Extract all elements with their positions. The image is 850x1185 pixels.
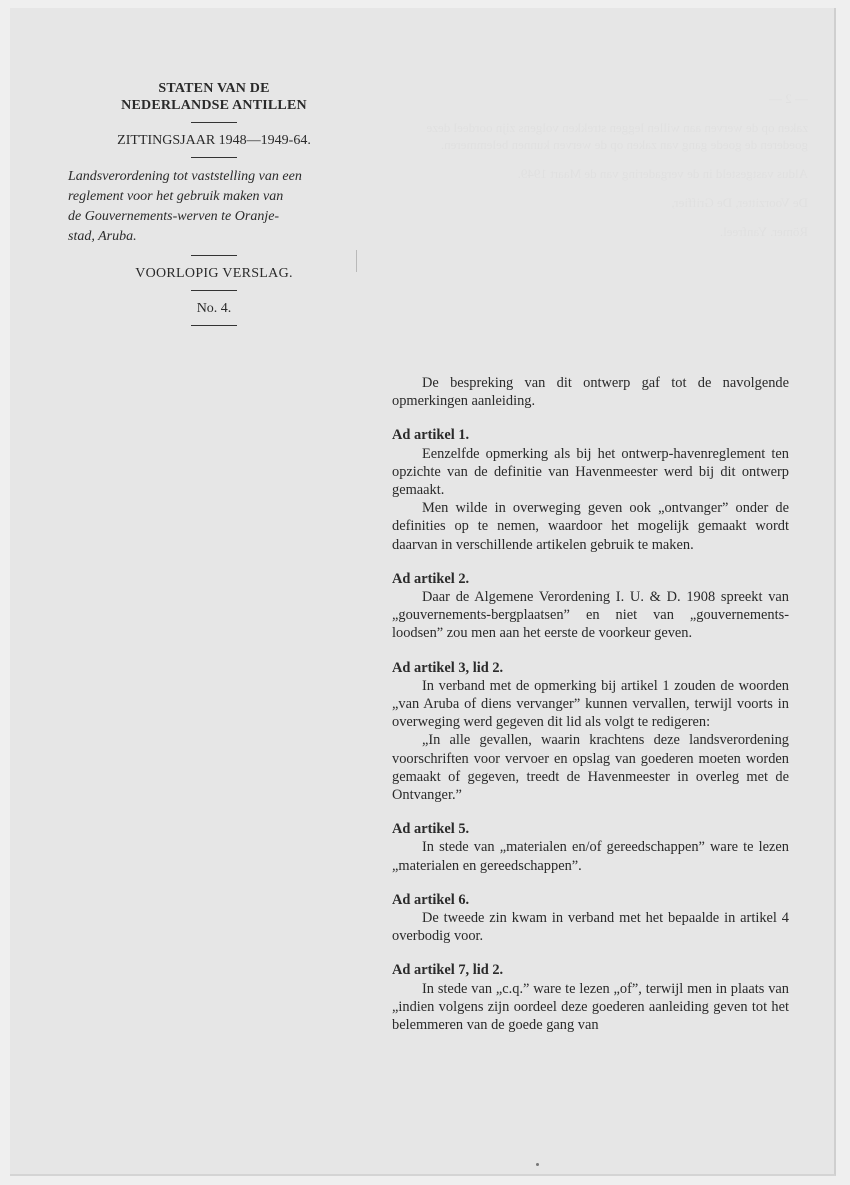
divider [191,325,237,326]
document-number: No. 4. [196,301,232,316]
section-heading: Ad artikel 3, lid 2. [392,659,504,676]
document-header [64,80,364,335]
section-paragraph: Daar de Algemene Verordening I. U. & D. 1908 spreekt van „gouvernements-bergplaatsen” en niet van „gouvernements-loodsen” zou men aan het eerste de voorkeur geven. [392,589,789,642]
intro-paragraph: De bespreking van dit ontwerp gaf tot de navolgende opmerkingen aanleiding. [392,375,789,410]
section-paragraph: Eenzelfde opmerking als bij het ontwerp-havenreglement ten opzichte van de definitie van Havenmeester werd bij dit ontwerp gemaakt. [392,445,789,499]
subject-line: reglement voor het gebruik maken van [68,189,284,204]
page-speck [536,1163,539,1166]
bleed-through-text: — 2 — zaken op de werven aan willen leggen strekken volgens zijn oordeel deze goederen de goede gang van zaken op de werven kunnen belemmeren. Aldus vastgesteld in de vergadering van de Maart 1949. De Voorzitter, De Griffier, Römer. Yanfreel. [426,91,808,239]
session-year: ZITTINGSJAAR 1948—1949-64. [117,133,311,148]
divider [191,122,237,123]
divider [191,290,237,291]
ordinance-subject [64,167,364,247]
section-heading: Ad artikel 7, lid 2. [392,962,504,979]
section-heading: Ad artikel 6. [392,891,470,908]
section-paragraph: In stede van „materialen en/of gereedschappen” ware te lezen „materialen en gereedschappen”. [392,839,789,874]
document-page [10,8,836,1176]
org-name-line-2: NEDERLANDSE ANTILLEN [121,98,307,113]
section-paragraph: Men wilde in overweging geven ook „ontvanger” onder de definities op te nemen, waardoor het mogelijk gemaakt wordt daarvan in verschillende artikelen gebruik te maken. [392,500,789,553]
divider [191,255,237,256]
subject-line: de Gouvernements-werven te Oranje- [68,209,280,224]
section-heading: Ad artikel 1. [392,427,470,444]
divider [191,157,237,158]
margin-mark [356,250,357,272]
subject-line: stad, Aruba. [68,229,137,244]
subject-line: Landsverordening tot vaststelling van een [68,169,302,184]
section-paragraph: De tweede zin kwam in verband met het bepaalde in artikel 4 overbodig voor. [392,910,789,945]
section-paragraph: In stede van „c.q.” ware te lezen „of”, terwijl men in plaats van „indien volgens zijn oordeel deze goederen aanleiding geven tot het belemmeren van de goede gang van [392,980,789,1034]
report-title: VOORLOPIG VERSLAG. [135,266,293,281]
section-paragraph: „In alle gevallen, waarin krachtens deze landsverordening voorschriften voor vervoer en opslag van goederen moeten worden gemaakt of gegeven, treedt de Havenmeester in overleg met de Ontvanger.” [392,732,789,804]
section-heading: Ad artikel 5. [392,821,470,838]
org-name-line-1: STATEN VAN DE [158,81,270,96]
section-paragraph: In verband met de opmerking bij artikel 1 zouden de woorden „van Aruba of diens vervanger” kunnen vervallen, terwijl voorts in overweging werd gegeven dit lid als volgt te redigeren: [392,677,789,731]
report-body [392,374,789,1034]
section-heading: Ad artikel 2. [392,570,470,587]
